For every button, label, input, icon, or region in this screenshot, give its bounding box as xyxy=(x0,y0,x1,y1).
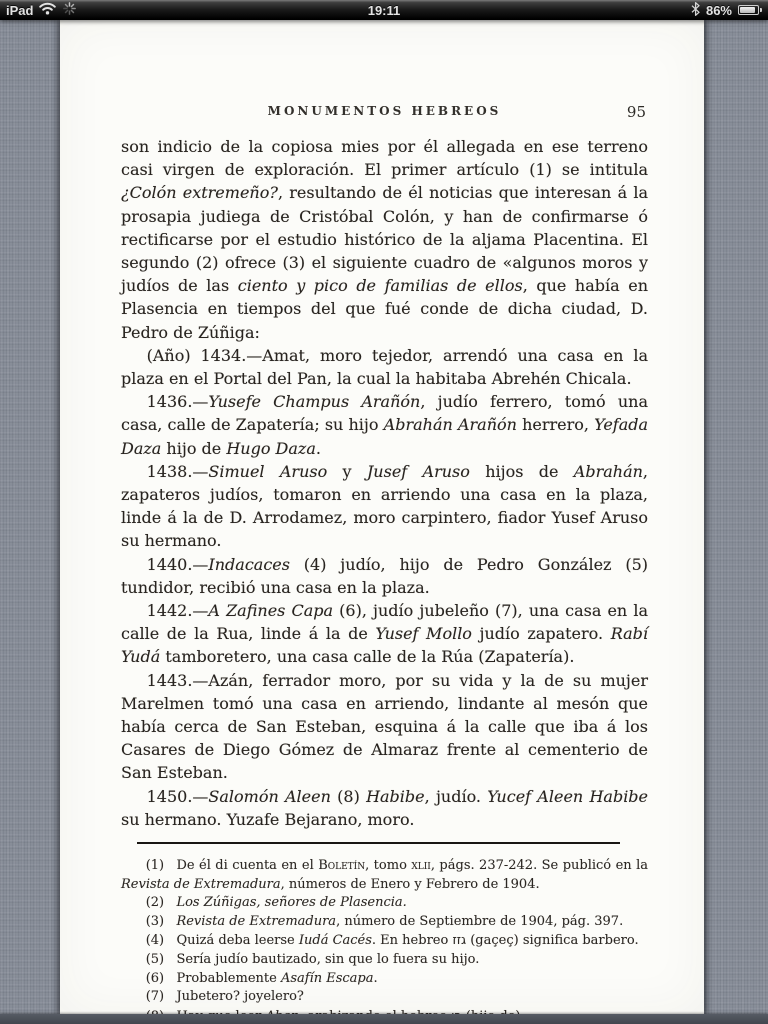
battery-icon xyxy=(738,5,759,15)
footnotes xyxy=(121,857,648,1024)
page-header xyxy=(121,104,648,122)
bluetooth-icon xyxy=(691,2,700,19)
clock: 19:11 xyxy=(367,2,401,18)
book-page[interactable] xyxy=(60,20,704,1014)
page-number: 95 xyxy=(626,103,646,121)
footnote: (4) Quizá deba leerse Iudá Cacés. En hebreo גזז (gaçeç) significa barbero. xyxy=(145,933,639,949)
running-title: MONUMENTOS HEBREOS xyxy=(267,104,502,118)
body-paragraph: 1438.—Simuel Aruso y Jusef Aruso hijos de Abrahán, zapateros judíos, tomaron en arriendo una casa en la plaza, linde á la de D. Arrodamez, moro carpintero, fiador Yusef Aruso su hermano. xyxy=(121,461,649,551)
body-paragraph: 1443.—Azán, ferrador moro, por su vida y la de su mujer Marelmen tomó una casa en arriendo, lindante al mesón que había cerca de San Esteban, esquina á la calle que iba á los Casares de Diego Gómez de Almaraz frente al cementerio de San Esteban. xyxy=(121,670,648,783)
footnote-marker: (1) xyxy=(145,858,165,874)
bottom-edge-strip xyxy=(0,1014,768,1024)
body-paragraph: 1440.—Indacaces (4) judío, hijo de Pedro González (5) tundidor, recibió una casa en la plaza. xyxy=(121,554,648,597)
status-bar-right xyxy=(691,2,762,19)
footnote: (2) Los Zúñigas, señores de Plasencia. xyxy=(145,895,407,911)
activity-spinner-icon xyxy=(62,1,77,19)
status-bar-clock-wrap xyxy=(0,3,768,18)
status-bar xyxy=(0,0,768,20)
footnote-marker: (4) xyxy=(145,933,165,949)
body-paragraph: 1450.—Salomón Aleen (8) Habibe, judío. Yucef Aleen Habibe su hermano. Yuzafe Bejarano, moro. xyxy=(121,786,649,829)
body-paragraph: 1442.—A Zafines Capa (6), judío jubeleño (7), una casa en la calle de la Rua, linde á la de Yusef Mollo judío zapatero. Rabí Yudá tamboretero, una casa calle de la Rúa (Zapatería). xyxy=(121,601,648,667)
footnote-marker: (2) xyxy=(145,895,165,911)
footnote-marker: (5) xyxy=(145,952,165,968)
battery-percent: 86% xyxy=(705,2,732,18)
device-label: iPad xyxy=(6,2,34,18)
battery-nub xyxy=(760,8,762,12)
status-bar-left xyxy=(6,1,77,19)
footnote-marker: (6) xyxy=(145,970,165,986)
footnote: (7) Jubetero? joyelero? xyxy=(145,989,304,1005)
footnote-marker: (3) xyxy=(145,913,165,929)
footnote: (5) Sería judío bautizado, sin que lo fuera su hijo. xyxy=(145,952,480,968)
footnote: (1) De él di cuenta en el Boletín, tomo xlii, págs. 237-242. Se publicó en la Revista de Extremadura, números de Enero y Febrero de 1904. xyxy=(121,858,648,892)
page-content xyxy=(60,20,704,1024)
footnote: (6) Probablemente Asafín Escapa. xyxy=(145,970,378,986)
footnote-separator xyxy=(137,842,620,844)
page-body xyxy=(121,135,648,831)
body-paragraph: (Año) 1434.—Amat, moro tejedor, arrendó una casa en la plaza en el Portal del Pan, la cual la habitaba Abrehén Chicala. xyxy=(121,345,648,389)
body-paragraph: 1436.—Yusefe Champus Arañón, judío ferrero, tomó una casa, calle de Zapatería; su hijo Abrahán Arañón herrero, Yefada Daza hijo de Hugo Daza. xyxy=(121,392,649,458)
wifi-icon xyxy=(39,2,56,18)
footnote: (3) Revista de Extremadura, número de Septiembre de 1904, pág. 397. xyxy=(145,913,624,929)
battery-fill xyxy=(740,7,755,13)
body-paragraph: son indicio de la copiosa mies por él allegada en ese terreno casi virgen de exploración. El primer artículo (1) se intitula ¿Colón extremeño?, resultando de él noticias que interesan á la prosapia judiega de Cristóbal Colón, y han de confirmarse ó rectificarse por el estudio histórico de la aljama Placentina. El segundo (2) ofrece (3) el siguiente cuadro de «algunos moros y judíos de las ciento y pico de familias de ellos, que había en Plasencia en tiempos del que fué conde de dicha ciudad, D. Pedro de Zúñiga: xyxy=(121,137,649,342)
footnote-marker: (7) xyxy=(145,989,165,1005)
